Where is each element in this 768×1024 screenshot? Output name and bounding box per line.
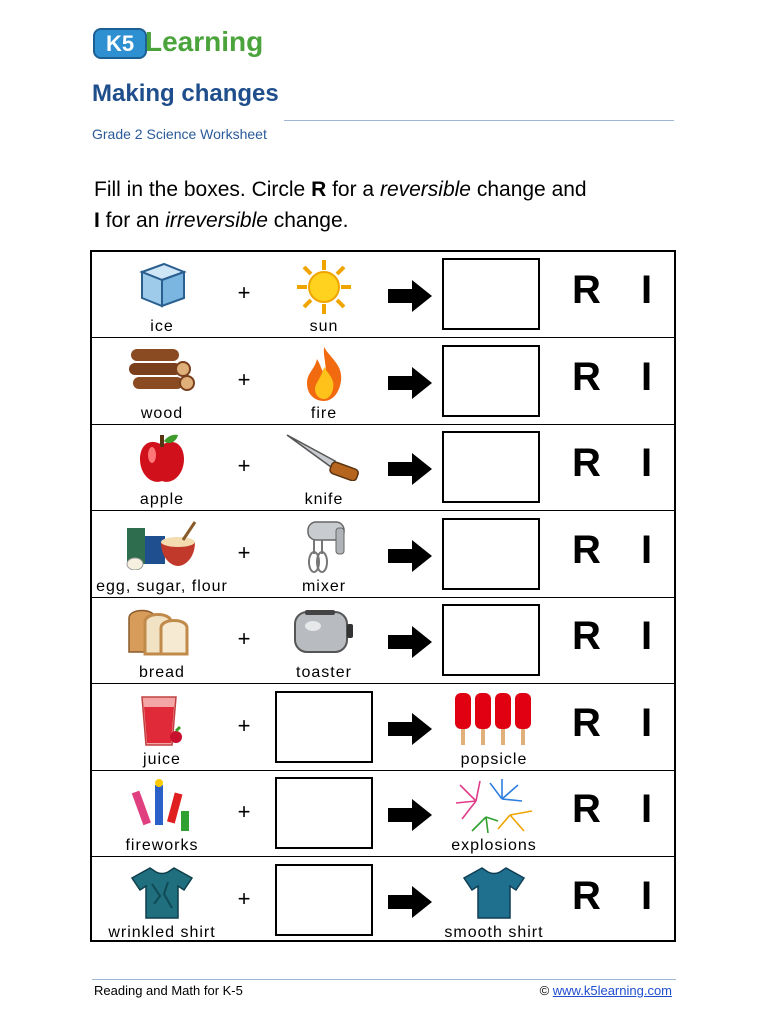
item-cell [424,685,564,771]
worksheet-row [92,512,674,598]
choice-reversible[interactable]: R [572,614,601,658]
arrow-right-icon [388,626,432,663]
logo-wordmark: Learning [145,26,264,57]
instructions-r: R [311,178,327,201]
plus-sign: + [237,453,251,478]
choice-irreversible[interactable]: I [641,354,653,399]
item-label: ice [150,318,174,335]
plus-sign: + [237,885,251,911]
answer-box[interactable] [275,777,373,849]
worksheet-row [92,425,674,511]
footer-link[interactable]: www.k5learning.com [552,983,672,998]
answer-box[interactable] [275,691,373,763]
plus-sign: + [237,539,251,565]
instructions-text: change and [471,178,587,201]
instructions-text: for an [99,209,166,232]
choice-irreversible[interactable]: I [641,268,653,312]
item-cell [92,512,232,598]
instructions-text: for a [326,178,380,201]
item-label: egg, sugar, flour [96,577,228,595]
choice-reversible[interactable]: R [572,873,601,918]
instructions-text: Fill in the boxes. Circle [94,178,312,201]
item-label: fireworks [125,837,199,854]
instructions-text: change. [267,209,349,232]
item-cell [92,252,232,338]
worksheet-row [92,771,674,857]
plus-sign: + [237,280,251,305]
item-cell [92,771,232,857]
choice-irreversible[interactable]: I [641,527,653,572]
arrow-right-icon [388,280,432,317]
plus-sign: + [237,626,251,651]
worksheet-row [92,858,674,944]
item-label: fire [310,404,338,422]
header-divider [284,120,674,121]
item-cell [254,339,394,425]
footer-divider [92,979,676,980]
item-cell [92,339,232,425]
item-cell [254,598,394,684]
plus-sign: + [237,712,251,738]
choice-irreversible[interactable]: I [641,441,653,485]
item-label: knife [304,491,344,508]
item-cell [92,858,232,944]
answer-box[interactable] [442,604,540,676]
item-label: sun [309,318,339,335]
choice-reversible[interactable]: R [572,441,601,485]
worksheet-row [92,252,674,338]
logo-k5-badge: K5 [93,28,147,59]
worksheet-table [90,250,676,942]
instructions [94,174,694,236]
choice-irreversible[interactable]: I [641,787,653,831]
answer-box[interactable] [442,431,540,503]
arrow-right-icon [388,367,432,404]
choice-irreversible[interactable]: I [641,700,653,745]
choice-irreversible[interactable]: I [641,614,653,658]
item-label: popsicle [460,750,528,768]
item-cell [424,771,564,857]
answer-box[interactable] [442,518,540,590]
item-label: bread [139,664,185,681]
worksheet-row [92,598,674,684]
answer-box[interactable] [442,345,540,417]
worksheet-row [92,685,674,771]
choice-reversible[interactable]: R [572,787,601,831]
footer-copyright [540,983,672,998]
worksheet-row [92,339,674,425]
arrow-right-icon [388,540,432,577]
item-label: mixer [301,577,347,595]
instructions-irreversible: irreversible [165,209,268,232]
item-cell [254,512,394,598]
item-cell [254,252,394,338]
item-label: wrinkled shirt [108,923,216,941]
choice-reversible[interactable]: R [572,354,601,399]
choice-irreversible[interactable]: I [641,873,653,918]
item-cell [254,425,394,511]
item-label: wood [140,404,184,422]
page-subtitle: Grade 2 Science Worksheet [92,126,267,142]
item-cell [424,858,564,944]
choice-reversible[interactable]: R [572,527,601,572]
item-cell [92,685,232,771]
answer-box[interactable] [275,864,373,936]
footer-tagline: Reading and Math for K-5 [94,983,243,998]
item-label: apple [139,491,185,508]
item-label: explosions [451,837,537,854]
plus-sign: + [237,799,251,824]
instructions-reversible: reversible [379,178,471,201]
item-cell [92,598,232,684]
item-label: toaster [296,664,352,681]
instructions-i: I [94,209,100,232]
item-cell [92,425,232,511]
k5-learning-logo [93,22,263,62]
choice-reversible[interactable]: R [572,268,601,312]
page-title: Making changes [92,80,279,107]
item-label: smooth shirt [444,923,544,941]
plus-sign: + [237,366,251,392]
copyright-symbol: © [539,983,550,998]
item-label: juice [143,750,181,768]
answer-box[interactable] [442,258,540,330]
arrow-right-icon [388,453,432,490]
choice-reversible[interactable]: R [572,700,601,745]
